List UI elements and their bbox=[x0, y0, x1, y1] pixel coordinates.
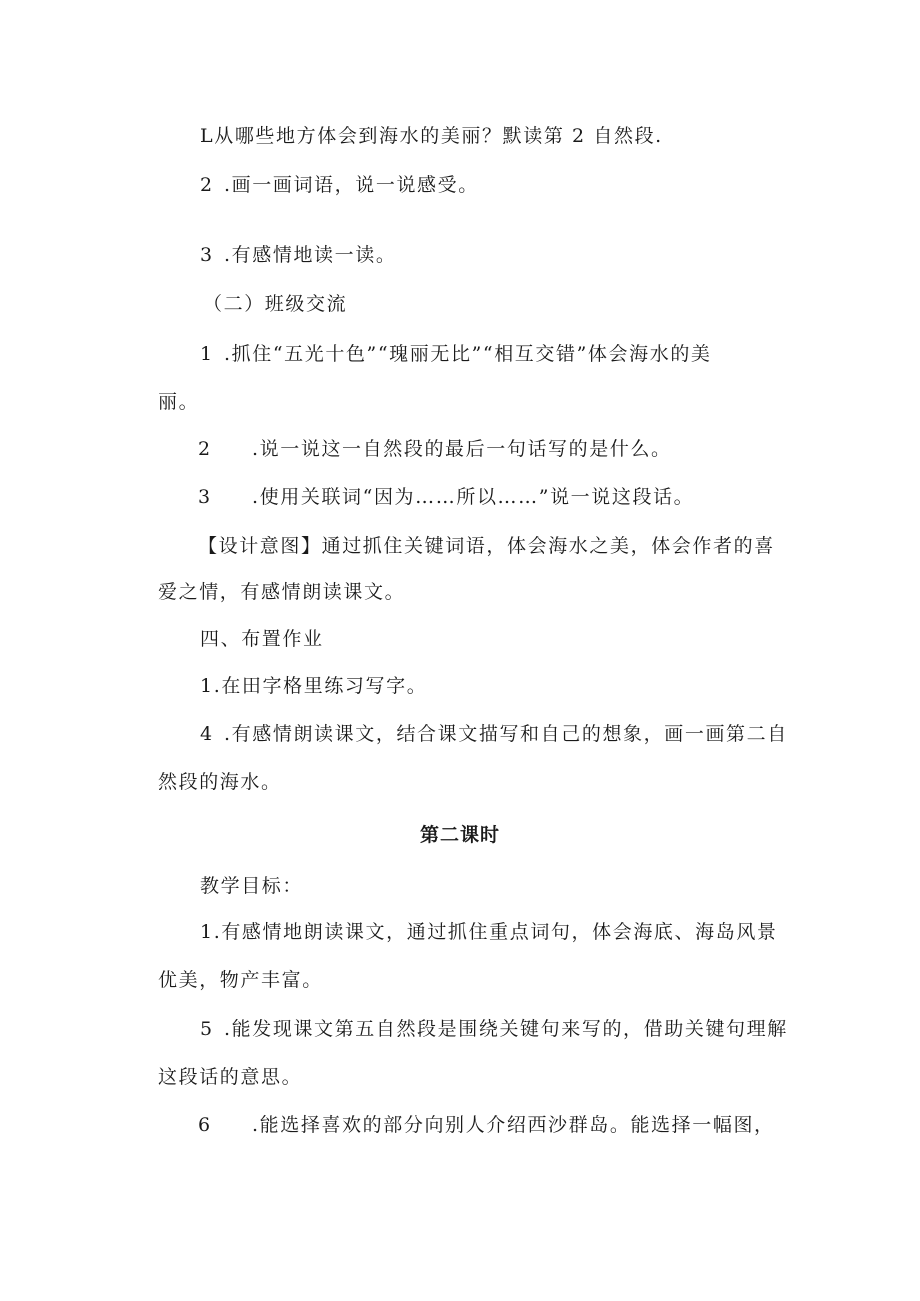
item-1-line bbox=[200, 124, 663, 148]
item-number: 6 bbox=[198, 1114, 212, 1136]
item-number: 1 bbox=[200, 343, 214, 365]
item-2-line bbox=[200, 173, 479, 197]
objective-3-line bbox=[198, 1113, 775, 1137]
item-number: 2 bbox=[200, 174, 214, 196]
homework-item-2-continued: 然段的海水。 bbox=[158, 771, 282, 793]
item-text: .能发现课文第五自然段是围绕关键句来写的，借助关键句理解 bbox=[224, 1018, 788, 1040]
exchange-item-1-continued: 丽。 bbox=[158, 391, 200, 413]
item-number: 3 bbox=[198, 486, 212, 508]
objectives-heading: 教学目标： bbox=[200, 875, 304, 897]
homework-item-1: 1.在田字格里练习写字。 bbox=[200, 675, 428, 697]
item-3-line bbox=[200, 243, 396, 267]
design-intent-continued: 爱之情，有感情朗读课文。 bbox=[158, 581, 406, 603]
objective-1-continued: 优美，物产丰富。 bbox=[158, 969, 323, 991]
item-text: .有感情地读一读。 bbox=[224, 244, 397, 266]
item-text: .抓住“五光十色”“瑰丽无比”“相互交错”体会海水的美 bbox=[224, 343, 712, 365]
homework-item-2-line bbox=[200, 722, 788, 746]
item-text: .有感情朗读课文，结合课文描写和自己的想象，画一画第二自 bbox=[224, 723, 788, 745]
exchange-item-2-line bbox=[198, 437, 672, 461]
item-text: .能选择喜欢的部分向别人介绍西沙群岛。能选择一幅图， bbox=[252, 1114, 775, 1136]
objective-2-continued: 这段话的意思。 bbox=[158, 1066, 303, 1088]
objective-1-line: 1.有感情地朗读课文，通过抓住重点词句，体会海底、海岛风景 bbox=[200, 921, 778, 943]
item-number: 5 bbox=[200, 1018, 214, 1040]
objective-2-line bbox=[200, 1017, 788, 1041]
item-text: .画一画词语，说一说感受。 bbox=[224, 174, 479, 196]
item-number: 3 bbox=[200, 244, 214, 266]
item-text: .说一说这一自然段的最后一句话写的是什么。 bbox=[252, 438, 672, 460]
exchange-item-1-line bbox=[200, 342, 712, 366]
item-text: .使用关联词“因为……所以……”说一说这段话。 bbox=[252, 486, 695, 508]
item-number: 4 bbox=[200, 723, 214, 745]
section-heading: （二）班级交流 bbox=[203, 293, 348, 315]
exchange-item-3-line bbox=[198, 485, 694, 509]
item-number: L bbox=[200, 125, 215, 147]
lesson-title: 第二课时 bbox=[420, 824, 501, 846]
design-intent-line: 【设计意图】通过抓住关键词语，体会海水之美，体会作者的喜 bbox=[198, 535, 775, 557]
item-text: 从哪些地方体会到海水的美丽？默读第 2 自然段. bbox=[214, 125, 663, 147]
homework-heading: 四、布置作业 bbox=[200, 628, 324, 650]
item-number: 2 bbox=[198, 438, 212, 460]
